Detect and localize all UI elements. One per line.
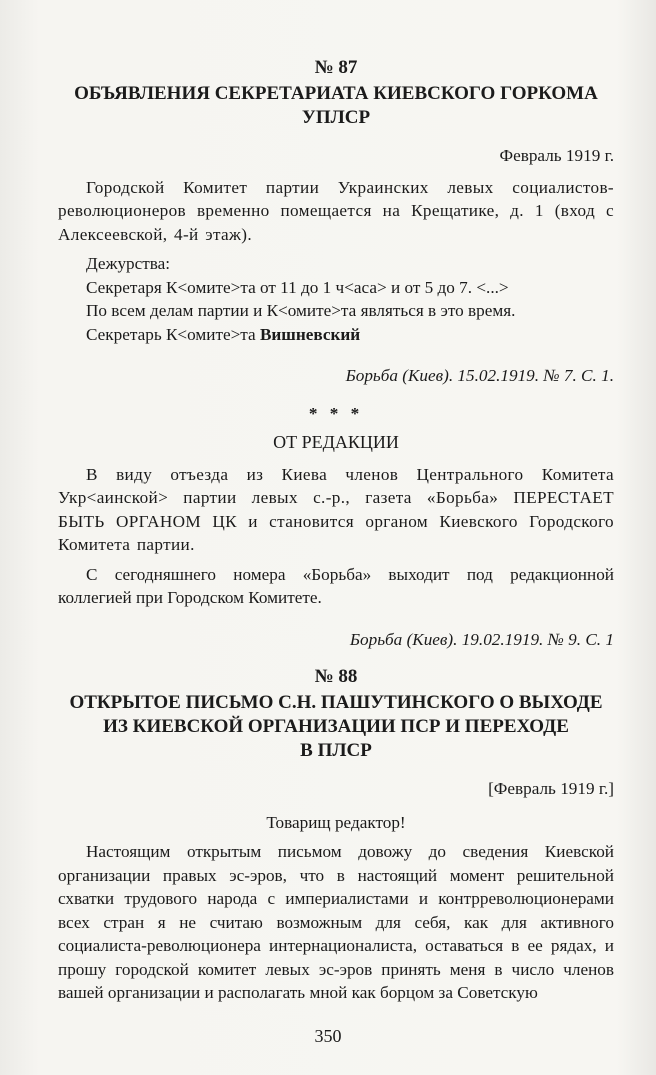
document-date: [Февраль 1919 г.] [488,779,614,798]
section-title: ОТ РЕДАКЦИИ [273,432,399,452]
paragraph: Настоящим открытым письмом довожу до сведения Киевской организации правых эс-эров, что в настоящий момент решительной схватки трудового народа с империалистами и контрреволюционерами всех стран я не считаю возможным для себя, как для активного социалиста-революционера интернационалиста, оставаться в ее рядах, и прошу городской комитет левых эс-эров принять меня в число членов вашей организации и располагать мной как борцом за Советскую [58,842,614,1002]
title-line: ИЗ КИЕВСКОЙ ОРГАНИЗАЦИИ ПСР И ПЕРЕХОДЕ [103,716,569,737]
document-title [58,691,614,763]
title-line: В ПЛСР [300,740,372,761]
duty-label: Дежурства: [86,254,171,273]
signature-line [58,323,614,347]
duty-line: По всем делам партии и К<омите>та являться в это время. [86,301,516,320]
source-citation: Борьба (Киев). 15.02.1919. № 7. С. 1. [345,366,614,385]
title-line: ОТКРЫТОЕ ПИСЬМО С.Н. ПАШУТИНСКОГО О ВЫХОДЕ [69,692,603,713]
editorial-note [58,431,614,651]
paragraph: В виду отъезда из Киева членов Центрального Комитета Укр<аинской> партии левых с.-р., газета «Борьба» ПЕРЕСТАЕТ БЫТЬ ОРГАНОМ ЦК и становится органом Киевского Городского Комитета партии. [58,464,614,554]
greeting: Товарищ редактор! [266,812,406,832]
document-87 [58,56,614,388]
document-title [58,82,614,130]
document-number: № 88 [314,666,358,687]
duty-line: Секретаря К<омите>та от 11 до 1 ч<аса> и от 5 до 7. <...> [86,277,509,297]
page-number: 350 [314,1026,342,1046]
section-separator: * * * [308,403,364,423]
source-citation: Борьба (Киев). 19.02.1919. № 9. С. 1 [349,629,614,649]
document-date: Февраль 1919 г. [499,146,614,165]
title-line: ОБЪЯВЛЕНИЯ СЕКРЕТАРИАТА КИЕВСКОГО ГОРКОМА [74,83,598,104]
document-number: № 87 [314,57,358,78]
paragraph: С сегодняшнего номера «Борьба» выходит под редакционной коллегией при Городском Комитете. [58,564,614,607]
signature-prefix: Секретарь К<омите>та [86,324,260,344]
document-88 [58,665,614,1005]
signature-name: Вишневский [259,324,361,344]
page-content [58,56,614,1005]
paragraph: Городской Комитет партии Украинских левых социалистов-революционеров временно помещается на Крещатике, д. 1 (вход с Алексеевской, 4-й этаж). [58,177,614,244]
title-line: УПЛСР [301,107,371,128]
